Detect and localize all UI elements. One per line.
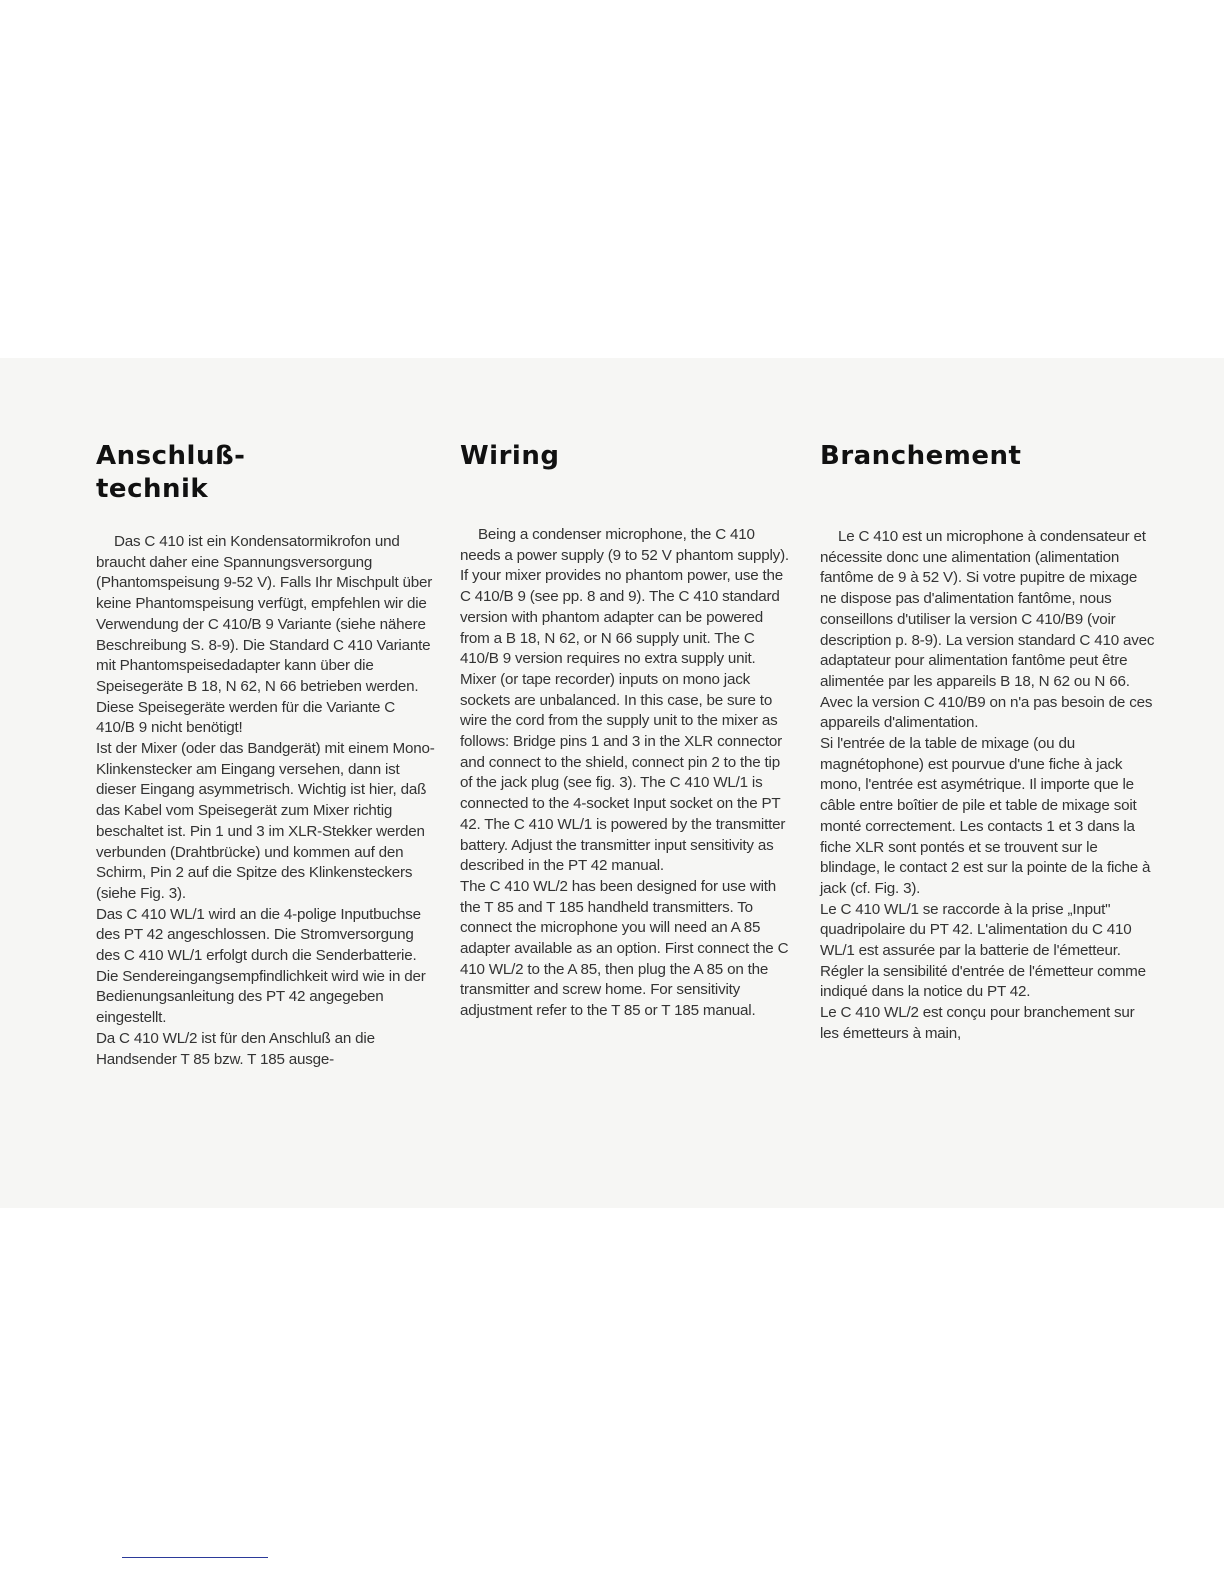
french-paragraph: Avec la version C 410/B9 on n'a pas besoin de ces appareils d'alimentation. [820, 693, 1153, 732]
english-paragraph: Being a condenser microphone, the C 410 needs a power supply (9 to 52 V phantom supply). If your mixer provides no phantom power, use the C 410/B 9 (see pp. 8 and 9). The C 410 standard version with phantom adapter can be powered from a B 18, N 62, or N 66 supply unit. The C 410/B 9 version requires no extra supply unit. [460, 526, 789, 668]
english-body [460, 525, 795, 1022]
german-column [96, 440, 436, 1070]
english-paragraph: The C 410 WL/2 has been designed for use with the T 85 and T 185 handheld transmitters. To connect the microphone you will need an A 85 adapter available as an option. First connect the C 410 WL/2 to the A 85, then plug the A 85 on the transmitter and screw home. For sensitivity adjustment refer to the T 85 or T 185 manual. [460, 877, 789, 1020]
french-column [820, 440, 1155, 1045]
french-paragraph: Si l'entrée de la table de mixage (ou du magnétophone) est pourvue d'une fiche à jack mono, l'entrée est asymétrique. Il importe que le câble entre boîtier de pile et table de mixage soit monté correctement. Les contacts 1 et 3 dans la fiche XLR sont pontés et se trouvent sur le blindage, le contact 2 est sur la pointe de la fiche à jack (cf. Fig. 3). [820, 735, 1151, 897]
french-body [820, 527, 1155, 1045]
english-column [460, 440, 795, 1022]
french-heading: Branchement [820, 441, 1022, 471]
german-body [96, 532, 436, 1070]
german-paragraph: Da C 410 WL/2 ist für den Anschluß an die Handsender T 85 bzw. T 185 ausge- [96, 1029, 375, 1068]
english-heading: Wiring [460, 441, 560, 471]
german-paragraph: Das C 410 ist ein Kondensatormikrofon und braucht daher eine Spannungsversorgung (Phantomspeisung 9-52 V). Falls Ihr Mischpult über keine Phantomspeisung verfügt, empfehlen wir die Verwendung der C 410/B 9 Variante (siehe nähere Beschreibung S. 8-9). Die Standard C 410 Variante mit Phantomspeisedadapter kann über die Speisegeräte B 18, N 62, N 66 betrieben werden. [96, 533, 433, 695]
german-paragraph: Das C 410 WL/1 wird an die 4-polige Inputbuchse des PT 42 angeschlossen. Die Stromversorgung des C 410 WL/1 erfolgt durch die Senderbatterie. Die Sendereingangsempfindlichkeit wird wie in der Bedienungsanleitung des PT 42 angegeben eingestellt. [96, 905, 426, 1027]
german-heading-line1: Anschluß- [96, 441, 246, 471]
german-heading [96, 440, 436, 506]
german-heading-line2: technik [96, 474, 209, 504]
footnote-rule [122, 1557, 268, 1558]
german-paragraph: Diese Speisegeräte werden für die Variante C 410/B 9 nicht benötigt! [96, 698, 396, 737]
german-paragraph: Ist der Mixer (oder das Bandgerät) mit einem Mono-Klinkenstecker am Eingang versehen, dann ist dieser Eingang asymmetrisch. Wichtig ist hier, daß das Kabel vom Speisegerät zum Mixer richtig beschaltet ist. Pin 1 und 3 im XLR-Stekker werden verbunden (Drahtbrücke) und kommen auf den Schirm, Pin 2 auf die Spitze des Klinkensteckers (siehe Fig. 3). [96, 740, 435, 902]
french-paragraph: Le C 410 est un microphone à condensateur et nécessite donc une alimentation (alimentation fantôme de 9 à 52 V). Si votre pupitre de mixage ne dispose pas d'alimentation fantôme, nous conseillons d'utiliser la version C 410/B9 (voir description p. 8-9). La version standard C 410 avec adaptateur pour alimentation fantôme peut être alimentée par les appareils B 18, N 62 ou N 66. [820, 528, 1155, 690]
french-paragraph: Le C 410 WL/2 est conçu pour branchement sur les émetteurs à main, [820, 1004, 1135, 1042]
english-paragraph: Mixer (or tape recorder) inputs on mono jack sockets are unbalanced. In this case, be sure to wire the cord from the supply unit to the mixer as follows: Bridge pins 1 and 3 in the XLR connector and connect to the shield, connect pin 2 to the tip of the jack plug (see fig. 3). The C 410 WL/1 is connected to the 4-socket Input socket on the PT 42. The C 410 WL/1 is powered by the transmitter battery. Adjust the transmitter input sensitivity as described in the PT 42 manual. [460, 670, 786, 875]
french-paragraph: Le C 410 WL/1 se raccorde à la prise „Input" quadripolaire du PT 42. L'alimentation du C 410 WL/1 est assurée par la batterie de l'émetteur. Régler la sensibilité d'entrée de l'émetteur comme indiqué dans la notice du PT 42. [820, 900, 1146, 1001]
